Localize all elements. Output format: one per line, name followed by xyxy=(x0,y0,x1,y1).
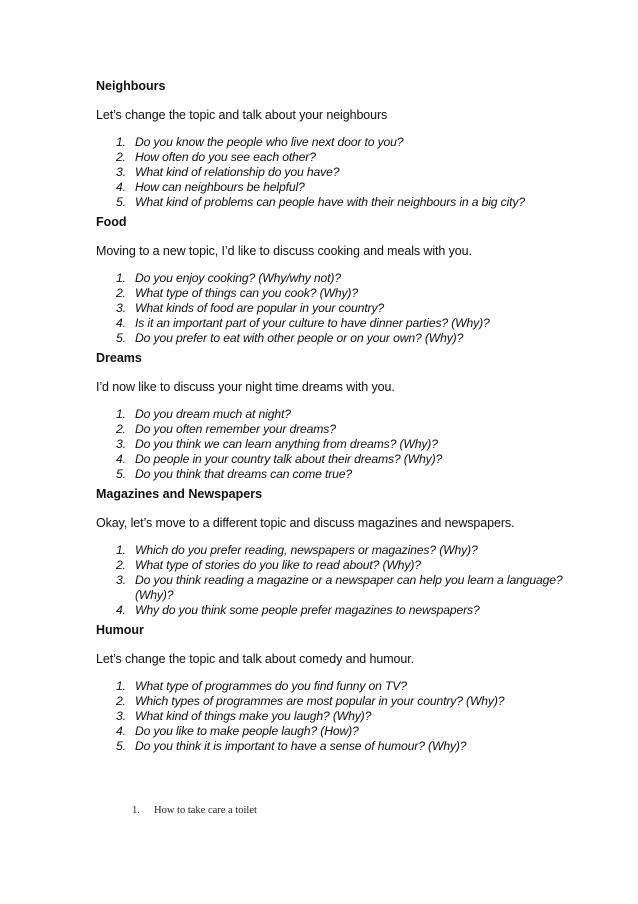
question-item xyxy=(96,271,566,286)
question-item xyxy=(96,709,566,724)
question-text: Do you think it is important to have a sense of humour? (Why)? xyxy=(135,739,467,753)
section-humour xyxy=(96,622,566,754)
question-item xyxy=(96,452,566,467)
question-number: 4. xyxy=(116,180,126,194)
question-number: 1. xyxy=(116,271,126,285)
question-number: 5. xyxy=(116,739,126,753)
question-item xyxy=(96,437,566,452)
question-item xyxy=(96,195,566,210)
question-item xyxy=(96,543,566,558)
question-text: What kind of relationship do you have? xyxy=(135,165,340,179)
question-text: What type of programmes do you find funny on TV? xyxy=(135,679,407,693)
question-item xyxy=(96,679,566,694)
question-number: 4. xyxy=(116,603,126,617)
section-magazines-newspapers xyxy=(96,486,566,618)
question-text: Do you prefer to eat with other people or on your own? (Why)? xyxy=(135,331,464,345)
question-list xyxy=(96,271,566,346)
question-text: How often do you see each other? xyxy=(135,150,316,164)
question-list xyxy=(96,407,566,482)
section-heading: Dreams xyxy=(96,351,142,365)
question-text: How can neighbours be helpful? xyxy=(135,180,305,194)
question-item xyxy=(96,331,566,346)
question-number: 5. xyxy=(116,331,126,345)
question-number: 1. xyxy=(116,543,126,557)
question-item xyxy=(96,301,566,316)
section-neighbours xyxy=(96,78,566,210)
question-text: Is it an important part of your culture to have dinner parties? (Why)? xyxy=(135,316,490,330)
section-dreams xyxy=(96,350,566,482)
question-text: Do you think reading a magazine or a newspaper can help you learn a language? (Why)? xyxy=(135,573,563,602)
question-item xyxy=(96,467,566,482)
question-number: 2. xyxy=(116,694,126,708)
section-food xyxy=(96,214,566,346)
question-number: 3. xyxy=(116,301,126,315)
question-number: 1. xyxy=(116,135,126,149)
question-item xyxy=(96,135,566,150)
question-item xyxy=(96,422,566,437)
question-text: Do you think that dreams can come true? xyxy=(135,467,353,481)
question-text: What kind of problems can people have with their neighbours in a big city? xyxy=(135,195,525,209)
question-list xyxy=(96,543,566,618)
question-text: What type of stories do you like to read about? (Why)? xyxy=(135,558,421,572)
question-item xyxy=(96,573,566,603)
section-intro: Let’s change the topic and talk about your neighbours xyxy=(96,108,388,122)
question-number: 4. xyxy=(116,452,126,466)
question-text: Which do you prefer reading, newspapers or magazines? (Why)? xyxy=(135,543,478,557)
section-intro: Let’s change the topic and talk about comedy and humour. xyxy=(96,652,415,666)
question-number: 1. xyxy=(116,679,126,693)
question-item xyxy=(96,724,566,739)
question-number: 2. xyxy=(116,558,126,572)
question-text: Do you often remember your dreams? xyxy=(135,422,336,436)
question-number: 5. xyxy=(116,195,126,209)
question-text: Do you like to make people laugh? (How)? xyxy=(135,724,359,738)
question-item xyxy=(96,180,566,195)
question-list xyxy=(96,135,566,210)
footer-text: How to take care a toilet xyxy=(154,805,257,816)
question-number: 2. xyxy=(116,286,126,300)
question-text: What type of things can you cook? (Why)? xyxy=(135,286,358,300)
section-intro: I’d now like to discuss your night time dreams with you. xyxy=(96,380,395,394)
question-number: 1. xyxy=(116,407,126,421)
question-text: Do you enjoy cooking? (Why/why not)? xyxy=(135,271,341,285)
section-intro: Moving to a new topic, I’d like to discuss cooking and meals with you. xyxy=(96,244,472,258)
section-heading: Neighbours xyxy=(96,79,166,93)
document-body xyxy=(96,78,566,758)
footer-list-item xyxy=(132,804,257,817)
section-intro: Okay, let’s move to a different topic and discuss magazines and newspapers. xyxy=(96,516,515,530)
question-item xyxy=(96,558,566,573)
question-item xyxy=(96,739,566,754)
section-heading: Magazines and Newspapers xyxy=(96,487,263,501)
question-item xyxy=(96,407,566,422)
question-number: 3. xyxy=(116,573,126,587)
question-list xyxy=(96,679,566,754)
question-text: What kinds of food are popular in your country? xyxy=(135,301,385,315)
question-number: 2. xyxy=(116,150,126,164)
question-number: 3. xyxy=(116,437,126,451)
section-heading: Food xyxy=(96,215,127,229)
question-text: Do you know the people who live next door to you? xyxy=(135,135,404,149)
footer-number: 1. xyxy=(132,805,140,816)
question-text: What kind of things make you laugh? (Why)? xyxy=(135,709,372,723)
question-number: 4. xyxy=(116,724,126,738)
question-number: 3. xyxy=(116,165,126,179)
section-heading: Humour xyxy=(96,623,144,637)
question-text: Do you think we can learn anything from dreams? (Why)? xyxy=(135,437,438,451)
question-number: 5. xyxy=(116,467,126,481)
question-text: Do you dream much at night? xyxy=(135,407,291,421)
question-text: Do people in your country talk about their dreams? (Why)? xyxy=(135,452,443,466)
question-text: Which types of programmes are most popular in your country? (Why)? xyxy=(135,694,505,708)
question-item xyxy=(96,286,566,301)
question-item xyxy=(96,150,566,165)
question-item xyxy=(96,603,566,618)
question-number: 4. xyxy=(116,316,126,330)
question-item xyxy=(96,165,566,180)
question-item xyxy=(96,316,566,331)
question-number: 2. xyxy=(116,422,126,436)
question-number: 3. xyxy=(116,709,126,723)
question-item xyxy=(96,694,566,709)
question-text: Why do you think some people prefer magazines to newspapers? xyxy=(135,603,480,617)
